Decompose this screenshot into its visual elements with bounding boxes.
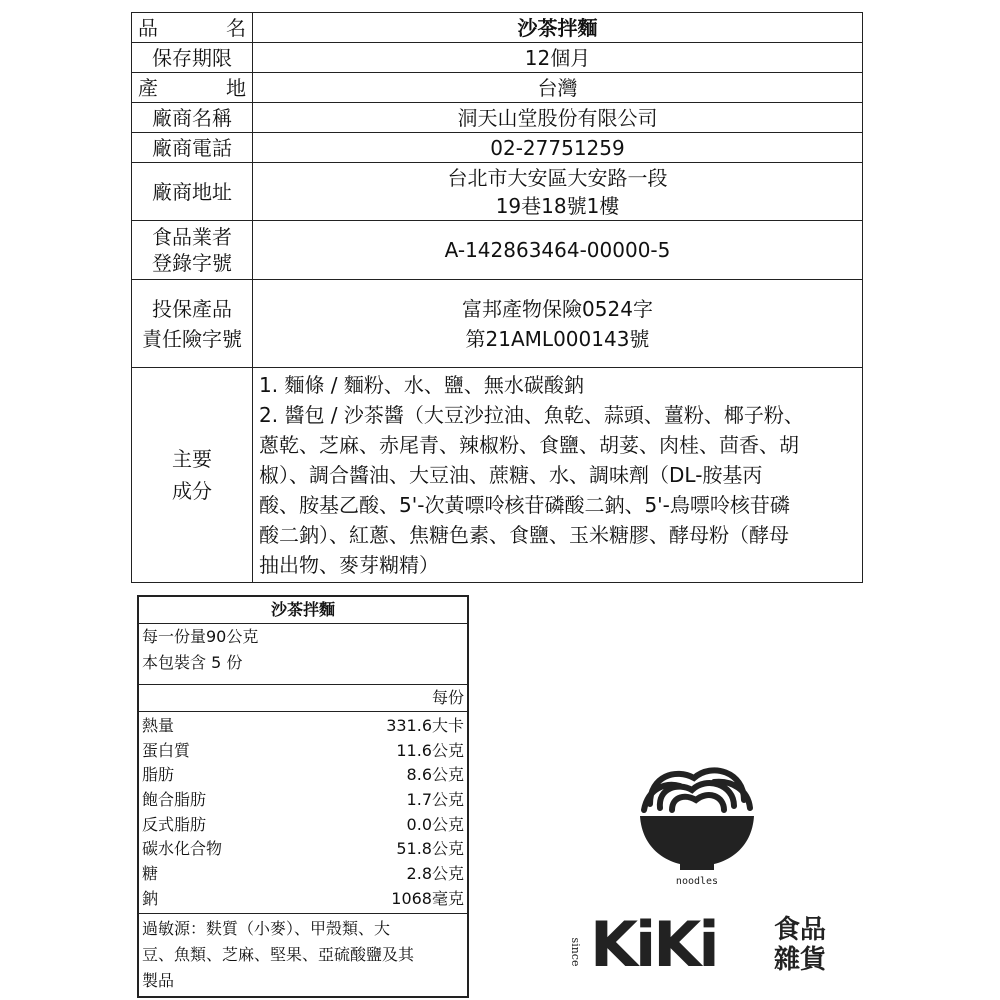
nutrient-row: 熱量 331.6大卡 (142, 716, 464, 735)
spec-row-shelf (132, 43, 863, 73)
spec-row-phone (132, 133, 863, 163)
spec-label: 保存期限 (132, 43, 253, 73)
address-line: 19巷18號1樓 (495, 193, 620, 218)
spec-value-address (253, 163, 863, 221)
ingredient-line: 2. 醬包 / 沙茶醬（大豆沙拉油、魚乾、蒜頭、薑粉、椰子粉、 (259, 403, 804, 427)
spec-label: 產 地 (132, 73, 253, 103)
spec-label: 廠商電話 (132, 133, 253, 163)
spec-row-registration (132, 221, 863, 280)
spec-row-name (132, 13, 863, 43)
spec-label: 廠商名稱 (132, 103, 253, 133)
nutrient-rows (139, 712, 467, 914)
ingredient-line: 抽出物、麥芽糊精） (259, 553, 439, 577)
kiki-logo (560, 902, 860, 982)
nutrition-facts-table (137, 595, 469, 998)
nutrient-row: 碳水化合物 51.8公克 (142, 839, 464, 859)
nutrient-row: 鈉 1068毫克 (142, 888, 464, 908)
spec-label: 投保產品 責任險字號 (132, 280, 253, 368)
spec-row-ingredients (132, 368, 863, 583)
logo-sub-top: 食品 (774, 915, 827, 945)
spec-value-maker: 洞天山堂股份有限公司 (253, 103, 863, 133)
allergen-info: 過敏源：麩質（小麥）、甲殼類、大 豆、魚類、芝麻、堅果、亞硫酸鹽及其 製品 (142, 918, 415, 990)
ingredient-line: 酸、胺基乙酸、5'-次黃嘌呤核苷磷酸二鈉、5'-鳥嘌呤核苷磷 (259, 493, 790, 517)
serving-size: 每一份量90公克 (142, 627, 259, 646)
nutrition-serving-block (139, 624, 467, 685)
spec-row-maker (132, 103, 863, 133)
spec-value-registration: A-142863464-00000-5 (253, 221, 863, 280)
ingredient-line: 蔥乾、芝麻、赤尾青、辣椒粉、食鹽、胡荽、肉桂、茴香、胡 (259, 433, 799, 457)
spec-value-phone: 02-27751259 (253, 133, 863, 163)
spec-row-insurance (132, 280, 863, 368)
spec-row-origin (132, 73, 863, 103)
logo-brand-text: KiKi (590, 908, 717, 981)
ingredient-line: 酸二鈉）、紅蔥、焦糖色素、食鹽、玉米糖膠、酵母粉（酵母 (259, 523, 789, 547)
spec-value-ingredients (253, 368, 863, 583)
spec-label: 主要 成分 (132, 368, 253, 583)
nutrient-row: 反式脂肪 0.0公克 (142, 814, 464, 834)
noodle-bowl-icon (636, 752, 758, 886)
logo-sub-bottom: 雜貨 (774, 945, 827, 975)
spec-label: 品 名 (132, 13, 253, 43)
insurance-line: 富邦產物保險0524字 (462, 296, 653, 321)
spec-value-name: 沙茶拌麵 (253, 13, 863, 43)
nutrient-row: 飽合脂肪 1.7公克 (142, 790, 464, 810)
spec-value-origin: 台灣 (253, 73, 863, 103)
spec-value-insurance (253, 280, 863, 368)
ingredient-line: 椒）、調合醬油、大豆油、蔗糖、水、調味劑（DL-胺基丙 (259, 463, 763, 487)
logo-side-script: since (569, 937, 582, 967)
ingredient-line: 1. 麵條 / 麵粉、水、鹽、無水碳酸鈉 (259, 373, 584, 397)
insurance-line: 第21AML000143號 (465, 326, 650, 351)
nutrient-row: 糖 2.8公克 (142, 864, 464, 884)
spec-value-shelf: 12個月 (253, 43, 863, 73)
per-serving-header: 每份 (139, 685, 467, 712)
spec-label: 食品業者 登錄字號 (132, 221, 253, 280)
servings-per-package: 本包裝含 5 份 (142, 653, 243, 672)
bowl-caption: noodles (675, 876, 719, 886)
nutrient-row: 脂肪 8.6公克 (142, 765, 464, 785)
spec-row-address (132, 163, 863, 221)
address-line: 台北市大安區大安路一段 (447, 165, 668, 190)
spec-label: 廠商地址 (132, 163, 253, 221)
nutrient-row: 蛋白質 11.6公克 (142, 740, 464, 760)
nutrition-title: 沙茶拌麵 (139, 597, 467, 624)
product-spec-table (131, 12, 863, 583)
